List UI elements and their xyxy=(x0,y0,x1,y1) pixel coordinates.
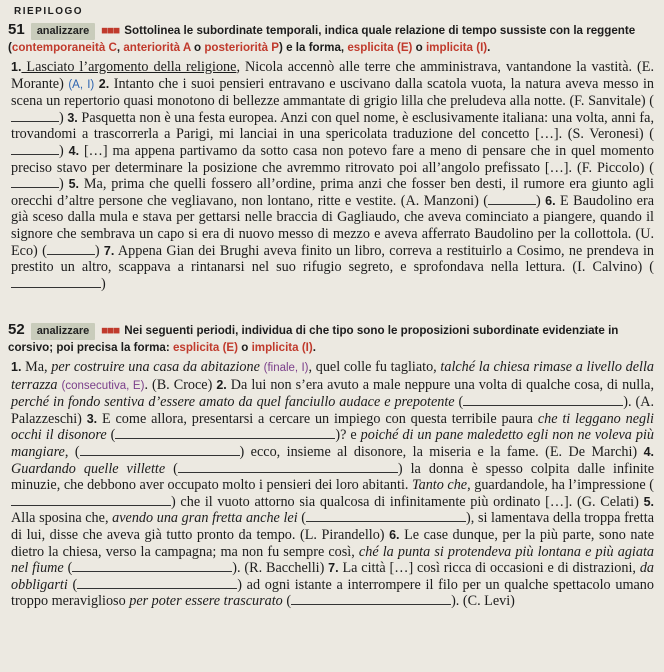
exercise-number: 52 xyxy=(8,321,25,338)
skill-tag: analizzare xyxy=(31,323,96,340)
example-underlined-clause: Lasciato l’argomento della religione xyxy=(21,59,237,75)
exercise-52 xyxy=(0,322,664,610)
skill-tag: analizzare xyxy=(31,23,96,40)
answer-blank[interactable] xyxy=(463,394,623,406)
difficulty-squares: ■■■ xyxy=(101,324,120,337)
example-answer: (consecutiva, E) xyxy=(61,379,145,392)
answer-blank[interactable] xyxy=(11,176,59,188)
answer-blank[interactable] xyxy=(11,494,171,506)
answer-blank[interactable] xyxy=(178,461,398,473)
answer-blank[interactable] xyxy=(11,110,59,122)
exercise-51-text: 1. Lasciato l’argomento della religione, Nicola accennò alle terre che amministrava, vantandone la vastità. (E. Morante) (A, I) 2. Intanto che i suoi pensieri entravano e uscivano dalla scatola vuota, la natura aveva messo in scena un repertorio quasi monotono di bellezze ammantate di grigio lilla che preludeva alla notte. (F. Sanvitale) () 3. Pasquetta non è una festa europea. Anzi con quel nome, è esclusivamente italiana: una volta, anni fa, trovandomi a trascorrerla a Parigi, mi lanciai in una spericolata traduzione del concetto […]. (S. Veronesi) () 4. […] ma appena partivamo da sotto casa non potevo fare a meno di pensare che in quel momento preciso stavo per determinare la posizione che avremmo ritrovato poi all’angolo prefissato […]. (F. Piccolo) () 5. Ma, prima che quelli fossero all’ordine, prima anzi che fosser ben desti, il rumore era giunto agli orecchi d’altre persone che vegliavano, non lontano, ritte e vestite. (A. Manzoni) ( ) 6. E Baudolino era già sceso dalla mula e stava per gettarsi nelle braccia di Gagliaudo, che aveva cominciato a piangere, quando il signore che sembrava un capo si era di nuovo messo di mezzo e aveva afferrato Baudolino per la collottola. (U. Eco) ( ) 7. Appena Gian dei Brughi aveva finito un libro, correva a restituirlo a Cosimo, ne prendeva in prestito un altro, scappava a rintanarsi nel suo rifugio segreto, e sprofondava nella lettura. (I. Calvino) () xyxy=(11,59,655,292)
answer-blank[interactable] xyxy=(80,444,240,456)
difficulty-squares: ■■■ xyxy=(101,24,120,37)
exercise-number: 51 xyxy=(8,21,25,38)
answer-blank[interactable] xyxy=(306,510,466,522)
section-header: RIEPILOGO xyxy=(14,6,84,17)
exercise-52-instructions: 52 analizzare ■■■ Nei seguenti periodi, individua di che tipo sono le proposizioni subordinate evidenziate in corsivo; poi precisa la forma: esplicita (E) o implicita (I). xyxy=(8,321,619,354)
example-answer: (finale, I) xyxy=(263,362,309,374)
exercise-51-instructions: 51 analizzare ■■■ Sottolinea le subordinate temporali, indica quale relazione di tempo sussiste con la reggente (contemporaneità C, anteriorità A o posteriorità P) e la forma, esplicita (E) o implicita (I). xyxy=(8,21,636,54)
answer-blank[interactable] xyxy=(11,276,101,288)
exercise-51 xyxy=(0,22,664,292)
answer-blank[interactable] xyxy=(11,143,59,155)
example-answer: (A, I) xyxy=(68,78,95,91)
exercise-52-text: 1. Ma, per costruire una casa da abitazione (finale, I), quel colle fu tagliato, talché la chiesa rimase a livello della terrazza (consecutiva, E). (B. Croce) 2. Da lui non s’era avuto a male neppure una volta di qualche cosa, di nulla, perché in fondo sentiva d’essere amato da quel fanciullo audace e prepotente ( ). (A. Palazzeschi) 3. E come allora, presentarsi a cercare un impiego con questa terribile paura che ti leggano negli occhi il disonore ( )? e poiché di un pane maledetto egli non ne voleva più mangiare, ( ) ecco, insieme al disonore, la miseria e la fame. (E. De Marchi) 4. Guardando quelle villette ( ) la donna è spesso colpita dalle infinite minuzie, che debbono aver occupato molto i pensieri dei loro abitanti. Tanto che, guardandole, ha l’impressione () che il vuoto attorno sia qualcosa di infinitamente più ordinato […]. (G. Celati) 5. Alla sposina che, avendo una gran fretta anche lei ( ), si lamentava della troppa fretta di lui, disse che aveva già tutto pronto da tempo. (L. Pirandello) 6. Le case dunque, per la più parte, sono nate dietro la chiesa, verso la campagna; ma non fu sempre così, ché la punta si protendeva più lontana e più agiata nel fiume ( ). (R. Bacchelli) 7. La città […] così ricca di occasioni e di distrazioni, da obbligarti ( ) ad ogni istante a interrompere il filo per un qualche spettacolo umano troppo meraviglioso per poter essere trascurato ( ). (C. Levi) xyxy=(11,359,655,610)
answer-blank[interactable] xyxy=(488,193,536,205)
answer-blank[interactable] xyxy=(72,560,232,572)
answer-blank[interactable] xyxy=(47,243,95,255)
answer-blank[interactable] xyxy=(115,427,335,439)
answer-blank[interactable] xyxy=(77,577,237,589)
answer-blank[interactable] xyxy=(291,593,451,605)
